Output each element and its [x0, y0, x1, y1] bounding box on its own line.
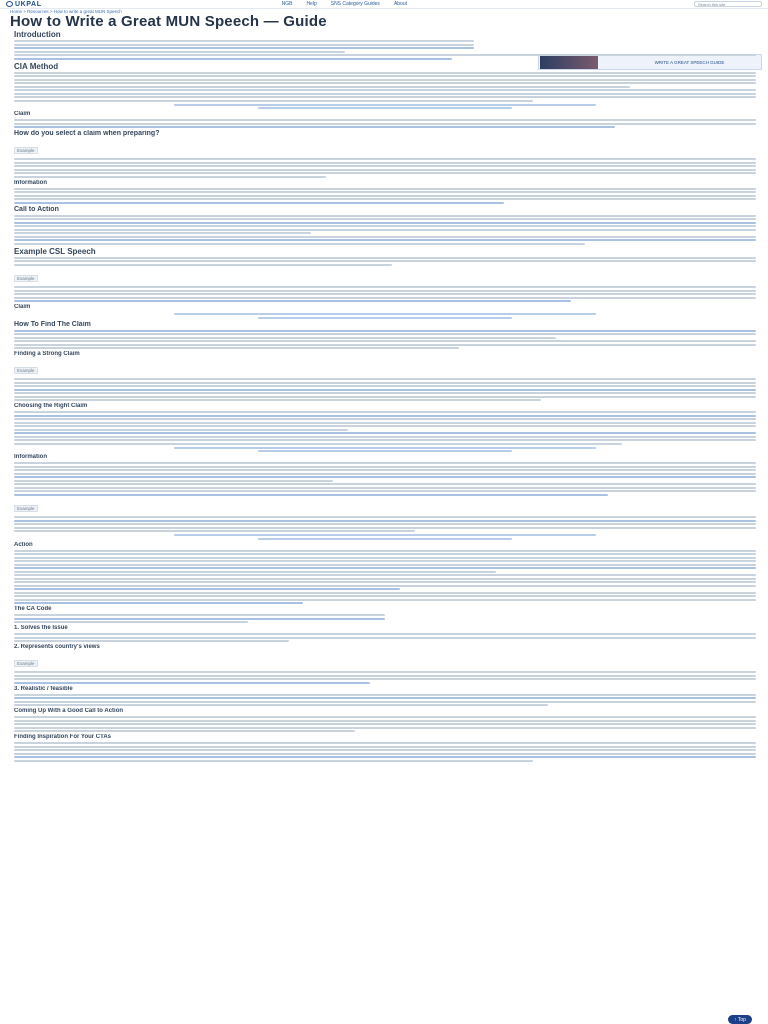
paragraph — [14, 432, 756, 445]
paragraph — [14, 158, 756, 178]
text-line — [14, 82, 756, 84]
text-line — [14, 578, 756, 580]
top-navigation-bar — [0, 0, 768, 9]
text-line — [14, 550, 756, 552]
logo-text: UKPAL — [15, 0, 42, 8]
text-line — [14, 126, 615, 128]
text-line — [14, 516, 756, 518]
text-line — [14, 749, 756, 751]
text-line — [14, 333, 756, 335]
example-label: Example — [14, 147, 38, 154]
example-label: Example — [14, 275, 38, 282]
section-heading: Coming Up With a Good Call to Action — [14, 708, 124, 714]
section-heading: Finding Inspiration For Your CTAs — [14, 734, 111, 740]
text-line — [14, 100, 533, 102]
text-line — [14, 165, 756, 167]
text-line — [14, 564, 756, 566]
paragraph — [14, 72, 756, 88]
pull-quote — [174, 104, 596, 110]
section-heading: Information — [14, 179, 47, 186]
section-heading: CIA Method — [14, 61, 59, 71]
text-line — [14, 574, 756, 576]
text-line — [14, 553, 756, 555]
text-line — [14, 202, 504, 204]
text-line — [14, 162, 756, 164]
text-line — [14, 330, 756, 332]
text-line — [14, 671, 756, 673]
text-line — [14, 75, 756, 77]
text-line — [14, 54, 756, 56]
text-line — [14, 337, 556, 339]
text-line — [14, 466, 756, 468]
site-logo[interactable] — [6, 1, 42, 8]
text-line — [14, 469, 756, 471]
section-heading: Call to Action — [14, 205, 59, 213]
text-line — [14, 300, 571, 302]
paragraph — [14, 236, 756, 245]
example-label: Example — [14, 367, 38, 374]
pull-quote — [174, 447, 596, 453]
section-heading: Information — [14, 454, 47, 460]
section-heading: 3. Realistic / feasible — [14, 685, 73, 692]
text-line — [14, 392, 756, 394]
paragraph — [14, 592, 756, 605]
text-line — [14, 675, 756, 677]
text-line — [14, 640, 289, 642]
text-line — [14, 527, 756, 529]
section-heading: Introduction — [14, 30, 61, 39]
text-line — [14, 720, 756, 722]
text-line — [14, 436, 756, 438]
paragraph — [14, 119, 756, 128]
paragraph — [14, 462, 756, 482]
text-line — [14, 760, 533, 762]
paragraph — [14, 40, 756, 53]
search-input[interactable]: Search this site — [694, 1, 762, 7]
text-line — [14, 415, 756, 417]
text-line — [14, 297, 756, 299]
text-line — [14, 432, 756, 434]
text-line — [14, 86, 630, 88]
text-line — [14, 347, 459, 349]
paragraph — [14, 516, 756, 532]
text-line — [14, 701, 756, 703]
paragraph — [14, 742, 756, 762]
nav-item-ngb[interactable]: NGB — [281, 1, 293, 7]
text-line — [14, 682, 370, 684]
text-line — [14, 520, 756, 522]
paragraph — [14, 286, 756, 302]
breadcrumb[interactable]: Home > Resources > How to write a great MUN Speech — [10, 9, 122, 14]
text-line — [14, 51, 345, 53]
back-to-top-button[interactable]: ↑ Top — [728, 1015, 752, 1024]
text-line — [14, 429, 348, 431]
nav-item-guides[interactable]: SNS Category Guides — [330, 1, 380, 7]
paragraph — [14, 716, 756, 732]
text-line — [14, 79, 756, 81]
text-line — [14, 293, 756, 295]
section-heading: How do you select a claim when preparing? — [14, 130, 160, 137]
article-body — [14, 28, 756, 763]
text-line — [14, 443, 622, 445]
paragraph — [14, 574, 756, 590]
text-line — [14, 530, 415, 532]
text-line — [14, 567, 756, 569]
promo-label: WRITE A GREAT SPEECH GUIDE — [654, 59, 725, 65]
text-line — [14, 229, 756, 231]
paragraph — [14, 671, 756, 684]
example-label: Example — [14, 505, 38, 512]
text-line — [14, 93, 756, 95]
paragraph — [14, 378, 756, 401]
text-line — [14, 753, 756, 755]
text-line — [14, 602, 303, 604]
text-line — [14, 396, 756, 398]
text-line — [14, 58, 452, 60]
text-line — [14, 723, 756, 725]
text-line — [14, 633, 756, 635]
text-line — [14, 222, 756, 224]
text-line — [14, 418, 756, 420]
text-line — [14, 523, 756, 525]
text-line — [14, 176, 326, 178]
text-line — [14, 494, 608, 496]
pull-quote — [174, 313, 596, 319]
section-heading: Example CSL Speech — [14, 246, 96, 256]
paragraph — [14, 54, 756, 60]
text-line — [14, 378, 756, 380]
text-line — [14, 490, 756, 492]
text-line — [14, 72, 756, 74]
text-line — [14, 487, 756, 489]
text-line — [14, 191, 756, 193]
paragraph — [14, 694, 756, 707]
section-heading: Finding a Strong Claim — [14, 351, 80, 357]
pull-quote — [174, 534, 596, 540]
text-line — [14, 742, 756, 744]
text-line — [14, 236, 756, 238]
text-line — [14, 385, 756, 387]
paragraph — [14, 188, 756, 204]
text-line — [14, 422, 756, 424]
text-line — [14, 585, 756, 587]
text-line — [14, 476, 756, 478]
nav-item-help[interactable]: Help — [306, 1, 317, 7]
section-heading: Choosing the Right Claim — [14, 403, 88, 409]
text-line — [14, 47, 474, 49]
text-line — [14, 756, 756, 758]
section-heading: Action — [14, 541, 33, 548]
text-line — [14, 382, 756, 384]
text-line — [14, 473, 756, 475]
paragraph — [14, 614, 756, 623]
text-line — [14, 399, 541, 401]
text-line — [14, 557, 756, 559]
section-heading: 2. Represents country's views — [14, 644, 100, 650]
text-line — [14, 340, 756, 342]
page-title: How to Write a Great MUN Speech — Guide — [10, 13, 327, 30]
text-line — [14, 232, 311, 234]
text-line — [14, 239, 756, 241]
text-line — [14, 257, 756, 259]
text-line — [14, 462, 756, 464]
section-heading: How To Find The Claim — [14, 320, 91, 328]
text-line — [14, 158, 756, 160]
text-line — [14, 614, 385, 616]
text-line — [14, 218, 756, 220]
nav-item-about[interactable]: About — [393, 1, 408, 7]
text-line — [14, 44, 474, 46]
paragraph — [14, 411, 756, 431]
text-line — [14, 260, 756, 262]
section-heading: The CA Code — [14, 606, 52, 612]
text-line — [14, 439, 756, 441]
text-line — [14, 599, 756, 601]
text-line — [14, 480, 333, 482]
text-line — [14, 89, 756, 91]
text-line — [14, 483, 756, 485]
paragraph — [14, 330, 756, 339]
text-line — [14, 169, 756, 171]
text-line — [14, 592, 756, 594]
section-heading: 1. Solves the Issue — [14, 625, 68, 631]
paragraph — [14, 257, 756, 266]
text-line — [14, 588, 400, 590]
text-line — [14, 637, 756, 639]
text-line — [14, 389, 756, 391]
text-line — [14, 172, 756, 174]
text-line — [14, 195, 756, 197]
text-line — [14, 618, 385, 620]
paragraph — [14, 483, 756, 496]
text-line — [14, 286, 756, 288]
text-line — [14, 697, 756, 699]
text-line — [14, 678, 756, 680]
text-line — [14, 215, 756, 217]
text-line — [14, 581, 756, 583]
paragraph — [14, 215, 756, 235]
text-line — [14, 694, 756, 696]
section-heading: Claim — [14, 111, 31, 117]
text-line — [14, 727, 756, 729]
text-line — [14, 425, 756, 427]
example-label: Example — [14, 660, 38, 667]
text-line — [14, 188, 756, 190]
text-line — [14, 290, 756, 292]
paragraph — [14, 89, 756, 102]
text-line — [14, 560, 756, 562]
logo-icon — [6, 1, 13, 7]
text-line — [14, 730, 355, 732]
main-nav — [282, 1, 407, 7]
text-line — [14, 264, 392, 266]
text-line — [14, 123, 756, 125]
text-line — [14, 344, 756, 346]
section-heading: Claim — [14, 304, 31, 310]
text-line — [14, 119, 756, 121]
text-line — [14, 621, 248, 623]
paragraph — [14, 340, 756, 349]
text-line — [14, 571, 496, 573]
text-line — [14, 746, 756, 748]
text-line — [14, 40, 474, 42]
paragraph — [14, 633, 756, 642]
text-line — [14, 225, 756, 227]
text-line — [14, 704, 548, 706]
text-line — [14, 96, 756, 98]
text-line — [14, 716, 756, 718]
text-line — [14, 198, 756, 200]
text-line — [14, 243, 585, 245]
text-line — [14, 595, 756, 597]
text-line — [14, 411, 756, 413]
paragraph — [14, 550, 756, 573]
